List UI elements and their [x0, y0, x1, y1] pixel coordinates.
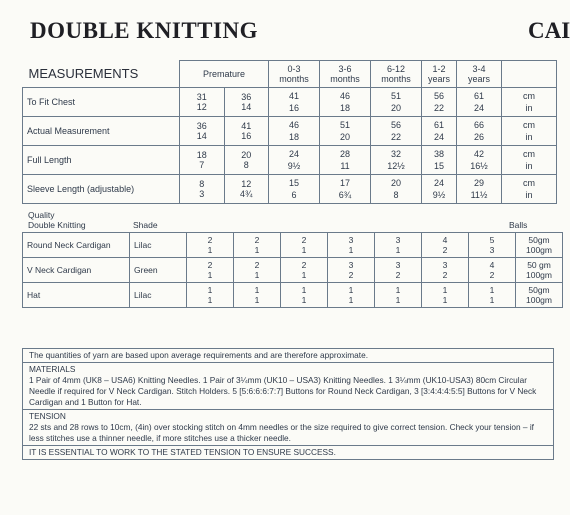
column-header: [371, 61, 422, 88]
table-cell-value: 3-4: [472, 64, 486, 74]
table-cell-value: 1: [348, 245, 354, 255]
table-cell-value: 3: [442, 260, 448, 270]
row-label: Sleeve Length (adjustable): [23, 175, 180, 204]
table-cell-value: 4: [442, 235, 448, 245]
materials-text: 1 Pair of 4mm (UK8 – USA6) Knitting Needles. 1 Pair of 3¼mm (UK10 – USA3) Knitting Needles. 1 3¼mm (UK10-USA3) 80cm Circular Needle if required for V Neck Cardigan. Stitch Holders. 5 [5:6:6:6:7:7] Buttons for Round Neck Cardigan, 3 [3:4:4:4:5:5] Buttons for V Neck Cardigan and 1 Button for Hat.: [29, 375, 537, 407]
table-row: [23, 146, 557, 175]
table-cell-value: 28: [339, 149, 350, 159]
table-cell-value: 1: [254, 285, 260, 295]
table-cell-value: 2: [489, 270, 495, 280]
table-cell-value: months: [279, 74, 309, 84]
table-cell-value: 100gm: [526, 270, 552, 280]
table-cell-value: 50gm: [528, 235, 550, 245]
tension-section: [23, 410, 553, 446]
table-cell-value: 3: [489, 245, 495, 255]
tension-heading: TENSION: [29, 411, 66, 421]
shade-value: Lilac: [130, 233, 187, 258]
table-cell-value: 41: [288, 91, 299, 101]
table-row: [23, 283, 563, 308]
table-cell-value: cm: [523, 91, 535, 101]
table-cell-value: 16: [241, 131, 252, 141]
table-cell-value: 4¾: [239, 189, 253, 199]
table-cell-value: 20: [390, 178, 401, 188]
row-label: Full Length: [23, 146, 180, 175]
table-cell-value: cm: [523, 149, 535, 159]
table-row: [23, 258, 563, 283]
row-label: Actual Measurement: [23, 117, 180, 146]
table-cell-value: 61: [433, 120, 444, 130]
table-cell-value: 12½: [387, 161, 405, 171]
table-cell-value: 2: [442, 270, 448, 280]
table-cell-value: 1: [395, 285, 401, 295]
table-cell-value: cm: [523, 178, 535, 188]
table-cell-value: 14: [196, 131, 207, 141]
table-cell-value: 4: [489, 260, 495, 270]
table-cell-value: 24: [433, 178, 444, 188]
table-cell-value: 2: [254, 260, 260, 270]
table-cell-value: 1: [254, 245, 260, 255]
table-cell-value: 38: [433, 149, 444, 159]
column-header: [457, 61, 502, 88]
table-cell-value: 8: [393, 190, 399, 200]
table-cell-value: 1: [254, 270, 260, 280]
table-cell-value: months: [330, 74, 360, 84]
quality-sub-label: Double Knitting: [28, 220, 86, 230]
page-title: DOUBLE KNITTING: [30, 18, 258, 43]
table-cell-value: 61: [473, 91, 484, 101]
table-cell-value: 16½: [470, 161, 488, 171]
table-row: [23, 233, 563, 258]
column-header: [320, 61, 371, 88]
materials-heading: MATERIALS: [29, 364, 76, 374]
table-cell-value: 3: [348, 260, 354, 270]
table-cell-value: 11½: [470, 190, 488, 200]
table-cell-value: 1: [254, 295, 260, 305]
table-row: [23, 88, 557, 117]
notes-box: [22, 348, 554, 460]
table-cell-value: 16: [288, 103, 299, 113]
table-cell-value: 1: [207, 295, 213, 305]
table-cell-value: 1: [301, 295, 307, 305]
measurements-heading: MEASUREMENTS: [23, 61, 180, 88]
table-cell-value: 50gm: [528, 285, 550, 295]
table-cell-value: 17: [339, 178, 350, 188]
table-cell-value: 1: [442, 285, 448, 295]
table-cell-value: 2: [395, 270, 401, 280]
shade-label: Shade: [133, 220, 158, 230]
row-label: To Fit Chest: [23, 88, 180, 117]
table-cell-value: 1: [207, 245, 213, 255]
table-cell-value: 3: [348, 235, 354, 245]
table-cell-value: 20: [390, 103, 401, 113]
table-cell-value: in: [525, 132, 533, 142]
table-cell-value: 14: [241, 102, 252, 112]
table-cell-value: 1: [395, 295, 401, 305]
column-header: [422, 61, 457, 88]
table-cell-value: 18: [339, 103, 350, 113]
table-cell-value: 1: [207, 285, 213, 295]
table-cell-value: 29: [473, 178, 484, 188]
table-cell-value: 66: [473, 120, 484, 130]
table-cell-value: 2: [207, 260, 213, 270]
table-row: [23, 117, 557, 146]
table-cell-value: 5: [489, 235, 495, 245]
table-cell-value: 1: [301, 285, 307, 295]
tension-text: 22 sts and 28 rows to 10cm, (4in) over stocking stitch on 4mm needles or the size required to give correct tension. Check your tension – if less stitches use a thinner needle, if more stitches use a thicker needle.: [29, 422, 534, 443]
table-cell-value: 51: [339, 120, 350, 130]
table-cell-value: 24: [433, 132, 444, 142]
table-cell-value: 42: [473, 149, 484, 159]
table-cell-value: years: [427, 74, 450, 84]
table-cell-value: 15: [288, 178, 299, 188]
table-cell-value: 9½: [287, 161, 301, 171]
table-cell-value: 18: [288, 132, 299, 142]
table-cell-value: 32: [390, 149, 401, 159]
table-cell-value: 36: [241, 92, 252, 102]
table-cell-value: 18: [196, 150, 207, 160]
table-cell-value: 26: [473, 132, 484, 142]
table-cell-value: 51: [390, 91, 401, 101]
table-cell-value: 8: [243, 160, 249, 170]
table-cell-value: 22: [390, 132, 401, 142]
table-cell-value: 1: [489, 285, 495, 295]
page-title-continued: CAI: [528, 18, 570, 43]
table-cell-value: 1-2: [432, 64, 446, 74]
table-cell-value: 46: [339, 91, 350, 101]
table-cell-value: 9½: [432, 190, 446, 200]
table-cell-value: 2: [301, 235, 307, 245]
balls-label: Balls: [509, 220, 528, 230]
table-cell-value: 1: [395, 245, 401, 255]
table-cell-value: 1: [348, 295, 354, 305]
shade-value: Lilac: [130, 283, 187, 308]
column-header-units: [502, 61, 557, 88]
row-label: V Neck Cardigan: [23, 258, 130, 283]
row-label: Hat: [23, 283, 130, 308]
table-cell-value: 100gm: [526, 245, 552, 255]
table-cell-value: 56: [433, 91, 444, 101]
table-cell-value: 3: [395, 235, 401, 245]
table-cell-value: 46: [288, 120, 299, 130]
yarn-table: [22, 232, 563, 308]
measurements-table: [22, 60, 557, 204]
essential-note: IT IS ESSENTIAL TO WORK TO THE STATED TENSION TO ENSURE SUCCESS.: [29, 447, 336, 457]
table-cell-value: 20: [241, 150, 252, 160]
table-cell-value: 20: [339, 132, 350, 142]
table-cell-value: 8: [199, 179, 205, 189]
table-cell-value: 36: [196, 121, 207, 131]
table-cell-value: 6: [291, 190, 297, 200]
table-cell-value: 56: [390, 120, 401, 130]
table-cell-value: 31: [196, 92, 207, 102]
table-cell-value: 2: [348, 270, 354, 280]
table-cell-value: 1: [489, 295, 495, 305]
table-cell-value: 50 gm: [527, 260, 551, 270]
materials-section: [23, 363, 553, 410]
table-row: [23, 175, 557, 204]
table-cell-value: 24: [288, 149, 299, 159]
table-cell-value: 12: [241, 179, 252, 189]
table-cell-value: 15: [433, 161, 444, 171]
table-cell-value: 2: [442, 245, 448, 255]
table-cell-value: 3: [199, 189, 205, 199]
table-cell-value: 1: [207, 270, 213, 280]
table-cell-value: 11: [340, 161, 350, 171]
table-cell-value: 3-6: [338, 64, 352, 74]
table-cell-value: 2: [207, 235, 213, 245]
table-cell-value: 41: [241, 121, 252, 131]
table-cell-value: in: [525, 103, 533, 113]
table-cell-value: 12: [196, 102, 207, 112]
table-cell-value: years: [467, 74, 490, 84]
table-cell-value: 2: [301, 260, 307, 270]
table-cell-value: 1: [442, 295, 448, 305]
quality-label: Quality: [28, 210, 55, 220]
table-cell-value: cm: [523, 120, 535, 130]
table-cell-value: 6¾: [338, 190, 352, 200]
table-cell-value: 1: [301, 245, 307, 255]
table-cell-value: Premature: [202, 69, 246, 79]
table-cell-value: 2: [254, 235, 260, 245]
column-header: [269, 61, 320, 88]
table-cell-value: 3: [395, 260, 401, 270]
row-label: Round Neck Cardigan: [23, 233, 130, 258]
table-cell-value: 24: [473, 103, 484, 113]
table-cell-value: months: [381, 74, 411, 84]
table-cell-value: 1: [301, 270, 307, 280]
column-header: [180, 61, 269, 88]
table-cell-value: in: [525, 190, 533, 200]
table-cell-value: 0-3: [287, 64, 301, 74]
table-cell-value: 7: [199, 160, 205, 170]
table-cell-value: in: [525, 161, 533, 171]
table-cell-value: 100gm: [526, 295, 552, 305]
table-cell-value: 22: [433, 103, 444, 113]
table-cell-value: 6-12: [386, 64, 405, 74]
table-cell-value: 1: [348, 285, 354, 295]
quantities-note: The quantities of yarn are based upon average requirements and are therefore approximate.: [23, 349, 553, 363]
shade-value: Green: [130, 258, 187, 283]
